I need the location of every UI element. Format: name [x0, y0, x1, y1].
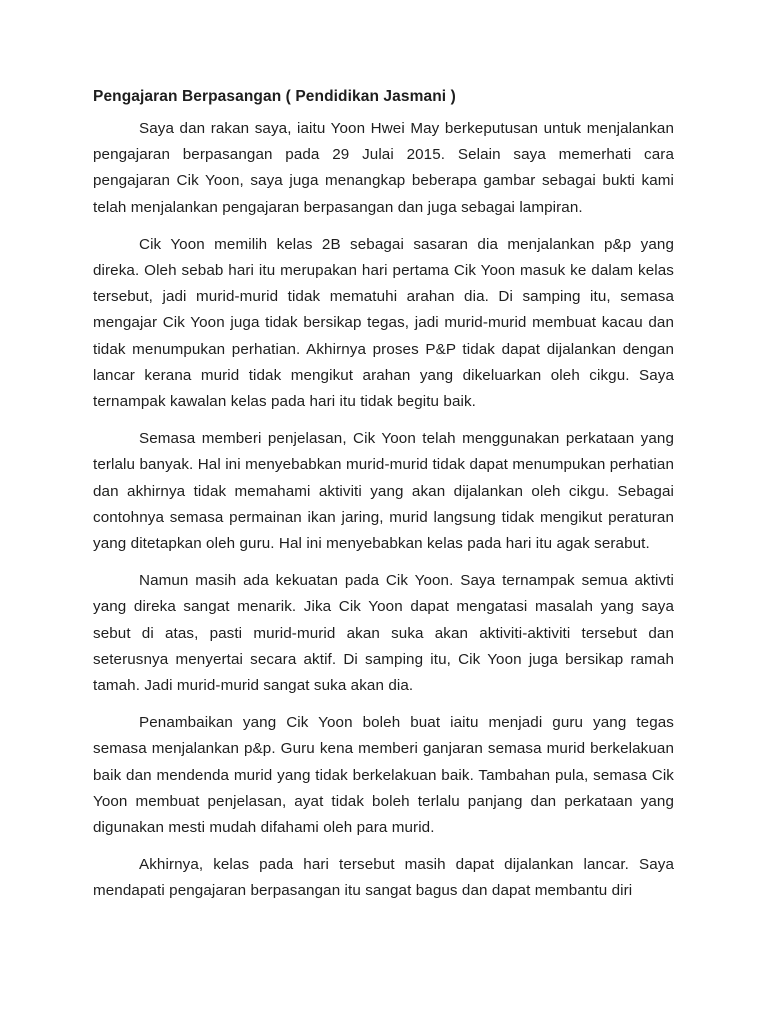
- paragraph-5: Penambaikan yang Cik Yoon boleh buat iaitu menjadi guru yang tegas semasa menjalankan p&p. Guru kena memberi ganjaran semasa murid berkelakuan baik dan mendenda murid yang tidak berkelakuan baik. Tambahan pula, semasa Cik Yoon membuat penjelasan, ayat tidak boleh terlalu panjang dan perkataan yang digunakan mesti mudah difahami oleh para murid.: [93, 714, 674, 837]
- paragraph-2: Cik Yoon memilih kelas 2B sebagai sasaran dia menjalankan p&p yang direka. Oleh sebab hari itu merupakan hari pertama Cik Yoon masuk ke dalam kelas tersebut, jadi murid-murid tidak mematuhi arahan dia. Di samping itu, semasa mengajar Cik Yoon juga tidak bersikap tegas, jadi murid-murid membuat kacau dan tidak menumpukan perhatian. Akhirnya proses P&P tidak dapat dijalankan dengan lancar kerana murid tidak mengikut arahan yang dikeluarkan oleh cikgu. Saya ternampak kawalan kelas pada hari itu tidak begitu baik.: [93, 235, 674, 411]
- paragraph-4: Namun masih ada kekuatan pada Cik Yoon. Saya ternampak semua aktivti yang direka sangat menarik. Jika Cik Yoon dapat mengatasi masalah yang saya sebut di atas, pasti murid-murid akan suka akan aktiviti-aktiviti tersebut dan seterusnya menyertai secara aktif. Di samping itu, Cik Yoon juga bersikap ramah tamah. Jadi murid-murid sangat suka akan dia.: [93, 572, 674, 695]
- document-body: [93, 86, 674, 904]
- paragraph-6: Akhirnya, kelas pada hari tersebut masih dapat dijalankan lancar. Saya mendapati pengajaran berpasangan itu sangat bagus dan dapat membantu diri: [93, 856, 674, 900]
- document-title: Pengajaran Berpasangan ( Pendidikan Jasmani ): [93, 88, 456, 105]
- paragraph-1: Saya dan rakan saya, iaitu Yoon Hwei May berkeputusan untuk menjalankan pengajaran berpasangan pada 29 Julai 2015. Selain saya memerhati cara pengajaran Cik Yoon, saya juga menangkap beberapa gambar sebagai bukti kami telah menjalankan pengajaran berpasangan dan juga sebagai lampiran.: [93, 120, 674, 216]
- paragraph-3: Semasa memberi penjelasan, Cik Yoon telah menggunakan perkataan yang terlalu banyak. Hal ini menyebabkan murid-murid tidak dapat menumpukan perhatian dan akhirnya tidak memahami aktiviti yang akan dijalankan oleh cikgu. Sebagai contohnya semasa permainan ikan jaring, murid langsung tidak mengikut peraturan yang ditetapkan oleh guru. Hal ini menyebabkan kelas pada hari itu agak serabut.: [93, 430, 674, 553]
